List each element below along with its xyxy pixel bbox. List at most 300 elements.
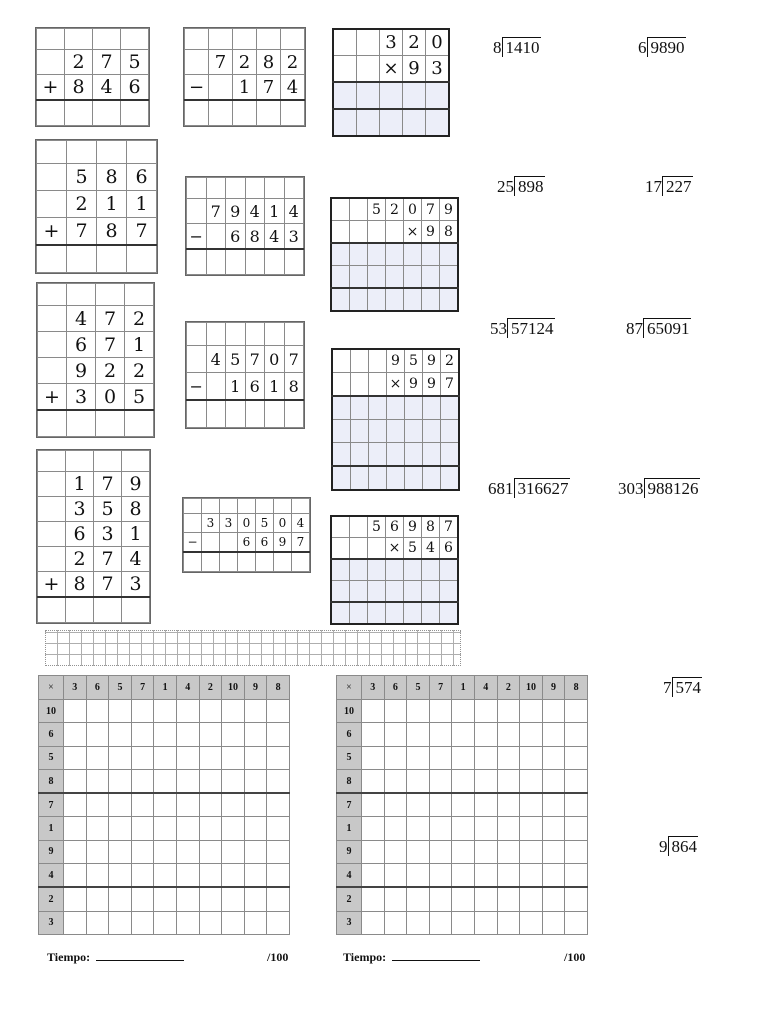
answer-cell[interactable] (542, 793, 565, 817)
grid-cell[interactable] (333, 29, 357, 56)
work-cell[interactable] (440, 559, 459, 581)
answer-cell[interactable] (274, 552, 292, 572)
work-cell[interactable] (351, 443, 369, 467)
grid-cell[interactable] (357, 29, 380, 56)
answer-cell[interactable] (154, 911, 177, 934)
answer-cell[interactable] (86, 723, 109, 746)
time-blank[interactable] (96, 950, 184, 961)
work-cell[interactable] (368, 581, 386, 603)
answer-cell[interactable] (131, 911, 154, 934)
work-cell[interactable] (441, 420, 460, 443)
answer-cell[interactable] (429, 746, 452, 769)
answer-cell[interactable] (222, 817, 245, 840)
answer-cell[interactable] (407, 887, 430, 911)
answer-cell[interactable] (86, 864, 109, 888)
answer-cell[interactable] (64, 793, 87, 817)
answer-cell[interactable] (131, 887, 154, 911)
answer-cell[interactable] (125, 410, 154, 437)
answer-cell[interactable] (497, 864, 520, 888)
grid-cell[interactable] (187, 199, 207, 224)
work-cell[interactable] (351, 466, 369, 490)
answer-cell[interactable] (407, 864, 430, 888)
work-cell[interactable] (331, 288, 350, 311)
grid-cell[interactable] (202, 533, 220, 553)
answer-cell[interactable] (38, 597, 66, 623)
answer-cell[interactable] (362, 793, 385, 817)
work-cell[interactable] (350, 288, 368, 311)
answer-cell[interactable] (452, 723, 475, 746)
work-cell[interactable] (369, 396, 387, 420)
answer-cell[interactable] (209, 100, 233, 126)
borrow-cell[interactable] (206, 178, 226, 199)
answer-cell[interactable] (64, 746, 87, 769)
answer-cell[interactable] (474, 700, 497, 723)
work-cell[interactable] (380, 109, 403, 136)
answer-cell[interactable] (37, 245, 67, 273)
grid-cell[interactable] (38, 358, 67, 384)
answer-cell[interactable] (497, 700, 520, 723)
answer-cell[interactable] (429, 864, 452, 888)
answer-cell[interactable] (284, 249, 304, 275)
grid-cell[interactable] (331, 198, 350, 221)
answer-cell[interactable] (86, 746, 109, 769)
answer-cell[interactable] (542, 911, 565, 934)
grid-cell[interactable] (333, 56, 357, 83)
grid-cell[interactable] (350, 221, 368, 244)
work-cell[interactable] (386, 559, 404, 581)
work-cell[interactable] (387, 466, 405, 490)
grid-cell[interactable] (38, 472, 66, 497)
borrow-cell[interactable] (226, 178, 246, 199)
answer-cell[interactable] (384, 746, 407, 769)
answer-cell[interactable] (429, 723, 452, 746)
grid-cell[interactable] (386, 221, 404, 244)
work-cell[interactable] (404, 581, 422, 603)
borrow-cell[interactable] (220, 499, 238, 514)
work-cell[interactable] (331, 581, 350, 603)
answer-cell[interactable] (267, 911, 290, 934)
answer-cell[interactable] (64, 723, 87, 746)
answer-cell[interactable] (245, 249, 265, 275)
answer-cell[interactable] (154, 793, 177, 817)
carry-cell[interactable] (94, 451, 122, 472)
carry-cell[interactable] (96, 284, 125, 306)
work-cell[interactable] (426, 82, 450, 109)
answer-cell[interactable] (542, 817, 565, 840)
answer-cell[interactable] (176, 793, 199, 817)
work-cell[interactable] (440, 243, 459, 266)
answer-cell[interactable] (127, 245, 157, 273)
answer-cell[interactable] (131, 700, 154, 723)
answer-cell[interactable] (520, 864, 543, 888)
borrow-cell[interactable] (187, 178, 207, 199)
answer-cell[interactable] (542, 864, 565, 888)
answer-cell[interactable] (497, 887, 520, 911)
work-cell[interactable] (403, 109, 426, 136)
answer-cell[interactable] (565, 723, 588, 746)
answer-cell[interactable] (154, 840, 177, 863)
answer-cell[interactable] (520, 723, 543, 746)
grid-cell[interactable] (369, 373, 387, 397)
work-cell[interactable] (350, 243, 368, 266)
answer-cell[interactable] (565, 793, 588, 817)
carry-cell[interactable] (38, 284, 67, 306)
answer-cell[interactable] (452, 864, 475, 888)
answer-cell[interactable] (244, 887, 267, 911)
work-cell[interactable] (368, 243, 386, 266)
time-field-left[interactable] (47, 950, 184, 965)
work-cell[interactable] (405, 443, 423, 467)
answer-cell[interactable] (86, 911, 109, 934)
answer-cell[interactable] (86, 700, 109, 723)
answer-cell[interactable] (497, 723, 520, 746)
work-cell[interactable] (332, 466, 351, 490)
work-cell[interactable] (331, 559, 350, 581)
answer-cell[interactable] (256, 552, 274, 572)
carry-cell[interactable] (37, 29, 65, 50)
work-cell[interactable] (405, 396, 423, 420)
grid-cell[interactable] (187, 346, 207, 373)
borrow-cell[interactable] (238, 499, 256, 514)
answer-cell[interactable] (362, 887, 385, 911)
grid-cell[interactable] (368, 221, 386, 244)
borrow-cell[interactable] (274, 499, 292, 514)
answer-cell[interactable] (184, 552, 202, 572)
answer-cell[interactable] (67, 410, 96, 437)
answer-cell[interactable] (565, 817, 588, 840)
answer-cell[interactable] (407, 840, 430, 863)
borrow-cell[interactable] (281, 29, 305, 50)
answer-cell[interactable] (109, 887, 132, 911)
work-cell[interactable] (386, 243, 404, 266)
answer-cell[interactable] (199, 911, 222, 934)
answer-cell[interactable] (222, 700, 245, 723)
answer-cell[interactable] (154, 887, 177, 911)
borrow-cell[interactable] (265, 323, 285, 346)
answer-cell[interactable] (384, 840, 407, 863)
work-cell[interactable] (422, 581, 440, 603)
answer-cell[interactable] (520, 769, 543, 793)
answer-cell[interactable] (154, 864, 177, 888)
answer-cell[interactable] (96, 410, 125, 437)
answer-cell[interactable] (362, 911, 385, 934)
answer-cell[interactable] (244, 769, 267, 793)
borrow-cell[interactable] (187, 323, 207, 346)
answer-cell[interactable] (131, 746, 154, 769)
answer-cell[interactable] (542, 887, 565, 911)
answer-cell[interactable] (452, 817, 475, 840)
work-cell[interactable] (403, 82, 426, 109)
answer-cell[interactable] (520, 746, 543, 769)
work-cell[interactable] (369, 420, 387, 443)
borrow-cell[interactable] (292, 499, 310, 514)
work-cell[interactable] (386, 266, 404, 289)
answer-cell[interactable] (542, 700, 565, 723)
answer-cell[interactable] (474, 746, 497, 769)
answer-cell[interactable] (64, 769, 87, 793)
borrow-cell[interactable] (202, 499, 220, 514)
answer-cell[interactable] (64, 911, 87, 934)
answer-cell[interactable] (474, 887, 497, 911)
answer-cell[interactable] (474, 793, 497, 817)
borrow-cell[interactable] (226, 323, 246, 346)
answer-cell[interactable] (244, 840, 267, 863)
work-cell[interactable] (440, 602, 459, 624)
answer-cell[interactable] (267, 887, 290, 911)
answer-cell[interactable] (226, 249, 246, 275)
carry-cell[interactable] (38, 451, 66, 472)
answer-cell[interactable] (94, 597, 122, 623)
work-cell[interactable] (440, 288, 459, 311)
work-cell[interactable] (332, 443, 351, 467)
work-cell[interactable] (333, 82, 357, 109)
carry-cell[interactable] (97, 141, 127, 164)
answer-cell[interactable] (520, 817, 543, 840)
answer-cell[interactable] (109, 840, 132, 863)
grid-cell[interactable] (206, 224, 226, 250)
answer-cell[interactable] (131, 793, 154, 817)
grid-cell[interactable] (331, 221, 350, 244)
answer-cell[interactable] (245, 400, 265, 428)
carry-cell[interactable] (66, 451, 94, 472)
answer-cell[interactable] (199, 840, 222, 863)
answer-cell[interactable] (452, 746, 475, 769)
answer-cell[interactable] (97, 245, 127, 273)
answer-cell[interactable] (284, 400, 304, 428)
answer-cell[interactable] (185, 100, 209, 126)
work-cell[interactable] (423, 420, 441, 443)
answer-cell[interactable] (199, 864, 222, 888)
answer-cell[interactable] (244, 911, 267, 934)
answer-cell[interactable] (244, 793, 267, 817)
answer-cell[interactable] (407, 723, 430, 746)
borrow-cell[interactable] (284, 323, 304, 346)
answer-cell[interactable] (202, 552, 220, 572)
answer-cell[interactable] (64, 840, 87, 863)
grid-cell[interactable] (38, 497, 66, 522)
answer-cell[interactable] (565, 746, 588, 769)
answer-cell[interactable] (267, 723, 290, 746)
answer-cell[interactable] (565, 887, 588, 911)
answer-cell[interactable] (452, 887, 475, 911)
answer-cell[interactable] (267, 840, 290, 863)
answer-cell[interactable] (109, 769, 132, 793)
answer-cell[interactable] (407, 911, 430, 934)
answer-cell[interactable] (542, 840, 565, 863)
work-cell[interactable] (386, 288, 404, 311)
time-field-right[interactable] (343, 950, 480, 965)
work-cell[interactable] (331, 243, 350, 266)
work-cell[interactable] (368, 266, 386, 289)
answer-cell[interactable] (520, 793, 543, 817)
answer-cell[interactable] (187, 400, 207, 428)
answer-cell[interactable] (244, 723, 267, 746)
answer-cell[interactable] (384, 793, 407, 817)
carry-cell[interactable] (122, 451, 150, 472)
answer-cell[interactable] (407, 700, 430, 723)
answer-cell[interactable] (176, 700, 199, 723)
borrow-cell[interactable] (257, 29, 281, 50)
answer-cell[interactable] (384, 864, 407, 888)
work-cell[interactable] (423, 443, 441, 467)
answer-cell[interactable] (362, 817, 385, 840)
answer-cell[interactable] (64, 887, 87, 911)
answer-cell[interactable] (64, 817, 87, 840)
answer-cell[interactable] (452, 840, 475, 863)
work-cell[interactable] (423, 396, 441, 420)
answer-cell[interactable] (474, 911, 497, 934)
answer-cell[interactable] (474, 723, 497, 746)
work-cell[interactable] (422, 602, 440, 624)
answer-cell[interactable] (265, 400, 285, 428)
answer-cell[interactable] (452, 769, 475, 793)
work-cell[interactable] (405, 420, 423, 443)
answer-cell[interactable] (199, 746, 222, 769)
answer-cell[interactable] (497, 769, 520, 793)
answer-cell[interactable] (222, 911, 245, 934)
grid-cell[interactable] (351, 373, 369, 397)
work-cell[interactable] (368, 559, 386, 581)
work-cell[interactable] (369, 443, 387, 467)
answer-cell[interactable] (407, 817, 430, 840)
work-cell[interactable] (357, 109, 380, 136)
work-cell[interactable] (422, 243, 440, 266)
grid-cell[interactable] (38, 547, 66, 572)
borrow-cell[interactable] (284, 178, 304, 199)
work-cell[interactable] (350, 559, 368, 581)
grid-cell[interactable] (38, 332, 67, 358)
answer-cell[interactable] (429, 769, 452, 793)
answer-cell[interactable] (542, 746, 565, 769)
answer-cell[interactable] (257, 100, 281, 126)
grid-cell[interactable] (331, 538, 350, 560)
answer-cell[interactable] (176, 723, 199, 746)
work-cell[interactable] (422, 288, 440, 311)
answer-cell[interactable] (267, 746, 290, 769)
grid-cell[interactable] (220, 533, 238, 553)
answer-cell[interactable] (199, 723, 222, 746)
answer-cell[interactable] (86, 769, 109, 793)
answer-cell[interactable] (497, 911, 520, 934)
carry-cell[interactable] (65, 29, 93, 50)
answer-cell[interactable] (474, 817, 497, 840)
answer-cell[interactable] (267, 864, 290, 888)
answer-cell[interactable] (222, 723, 245, 746)
borrow-cell[interactable] (245, 178, 265, 199)
answer-cell[interactable] (154, 700, 177, 723)
answer-cell[interactable] (542, 769, 565, 793)
answer-cell[interactable] (265, 249, 285, 275)
answer-cell[interactable] (206, 400, 226, 428)
answer-cell[interactable] (199, 700, 222, 723)
answer-cell[interactable] (362, 723, 385, 746)
answer-cell[interactable] (86, 817, 109, 840)
answer-cell[interactable] (199, 817, 222, 840)
answer-cell[interactable] (176, 887, 199, 911)
answer-cell[interactable] (131, 817, 154, 840)
answer-cell[interactable] (429, 840, 452, 863)
borrow-cell[interactable] (206, 323, 226, 346)
carry-cell[interactable] (127, 141, 157, 164)
carry-cell[interactable] (67, 141, 97, 164)
work-cell[interactable] (386, 581, 404, 603)
answer-cell[interactable] (176, 864, 199, 888)
answer-cell[interactable] (384, 700, 407, 723)
answer-cell[interactable] (67, 245, 97, 273)
work-cell[interactable] (423, 466, 441, 490)
answer-cell[interactable] (109, 746, 132, 769)
grid-cell[interactable] (37, 50, 65, 75)
work-cell[interactable] (351, 420, 369, 443)
answer-cell[interactable] (222, 887, 245, 911)
answer-cell[interactable] (93, 100, 121, 126)
work-cell[interactable] (404, 602, 422, 624)
borrow-cell[interactable] (184, 499, 202, 514)
borrow-cell[interactable] (256, 499, 274, 514)
grid-cell[interactable] (368, 538, 386, 560)
answer-cell[interactable] (281, 100, 305, 126)
answer-cell[interactable] (497, 817, 520, 840)
answer-cell[interactable] (474, 769, 497, 793)
grid-cell[interactable] (332, 373, 351, 397)
time-blank[interactable] (392, 950, 480, 961)
grid-cell[interactable] (185, 50, 209, 75)
answer-cell[interactable] (233, 100, 257, 126)
work-cell[interactable] (440, 581, 459, 603)
answer-cell[interactable] (154, 769, 177, 793)
answer-cell[interactable] (542, 723, 565, 746)
answer-cell[interactable] (199, 887, 222, 911)
answer-cell[interactable] (384, 911, 407, 934)
answer-cell[interactable] (131, 864, 154, 888)
grid-cell[interactable] (350, 198, 368, 221)
answer-cell[interactable] (244, 700, 267, 723)
borrow-cell[interactable] (185, 29, 209, 50)
answer-cell[interactable] (267, 817, 290, 840)
answer-cell[interactable] (565, 840, 588, 863)
carry-cell[interactable] (125, 284, 154, 306)
work-cell[interactable] (357, 82, 380, 109)
answer-cell[interactable] (38, 410, 67, 437)
answer-cell[interactable] (292, 552, 310, 572)
work-cell[interactable] (441, 443, 460, 467)
work-cell[interactable] (404, 288, 422, 311)
answer-cell[interactable] (474, 864, 497, 888)
answer-cell[interactable] (222, 864, 245, 888)
answer-cell[interactable] (565, 700, 588, 723)
answer-cell[interactable] (452, 911, 475, 934)
answer-cell[interactable] (154, 817, 177, 840)
answer-cell[interactable] (520, 700, 543, 723)
answer-cell[interactable] (267, 769, 290, 793)
grid-cell[interactable] (38, 522, 66, 547)
answer-cell[interactable] (384, 817, 407, 840)
answer-cell[interactable] (199, 793, 222, 817)
answer-cell[interactable] (222, 840, 245, 863)
answer-cell[interactable] (520, 840, 543, 863)
answer-cell[interactable] (407, 793, 430, 817)
work-cell[interactable] (350, 602, 368, 624)
work-cell[interactable] (351, 396, 369, 420)
answer-cell[interactable] (362, 840, 385, 863)
answer-cell[interactable] (131, 723, 154, 746)
work-cell[interactable] (369, 466, 387, 490)
answer-cell[interactable] (86, 840, 109, 863)
grid-cell[interactable] (184, 514, 202, 533)
answer-cell[interactable] (109, 723, 132, 746)
answer-cell[interactable] (565, 769, 588, 793)
grid-cell[interactable] (350, 516, 368, 538)
